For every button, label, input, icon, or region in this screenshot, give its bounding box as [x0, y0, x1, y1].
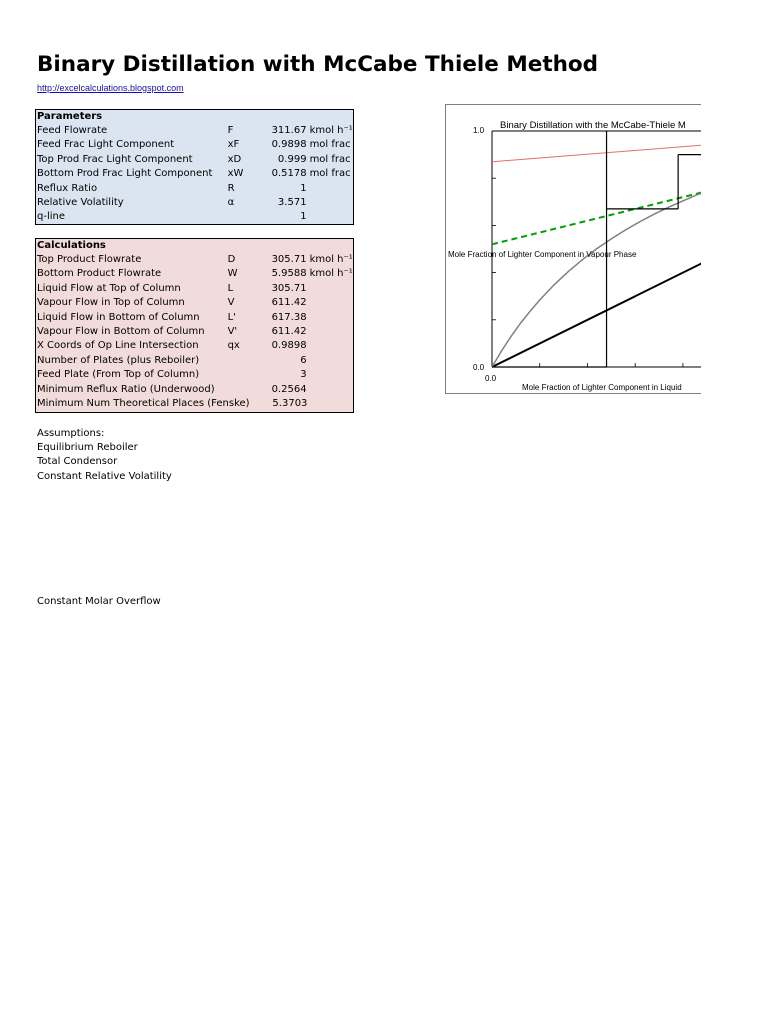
- row-value: 1: [300, 211, 307, 223]
- row-value: 3.571: [277, 196, 307, 208]
- note-line: Assumptions:: [37, 428, 105, 439]
- chart-canvas: [446, 105, 701, 394]
- y-tick-label: 0.0: [473, 363, 485, 372]
- blog-link[interactable]: http://excelcalculations.blogspot.com: [37, 83, 184, 93]
- y-tick-label: 1.0: [473, 126, 485, 135]
- row-label: Minimum Num Theoretical Places (Fenske): [37, 397, 250, 409]
- row-value: 311.67: [271, 125, 307, 136]
- row-label: Vapour Flow in Bottom of Column: [37, 325, 205, 337]
- diagonal-series-line: [492, 263, 701, 367]
- table-row: [36, 153, 353, 167]
- row-value: 5.9588: [271, 268, 307, 280]
- row-symbol: W: [227, 268, 238, 280]
- parameters-table: [36, 124, 353, 225]
- row-unit: [307, 368, 353, 382]
- row-symbol: L: [227, 282, 234, 294]
- table-row: [36, 267, 353, 281]
- row-symbol: qx: [227, 340, 240, 352]
- note-line: Constant Relative Volatility: [37, 470, 172, 482]
- row-symbol: R: [227, 182, 235, 194]
- row-value: 3: [300, 369, 307, 381]
- row-value: 305.71: [271, 254, 307, 265]
- row-value: 611.42: [271, 325, 307, 337]
- row-label: X Coords of Op Line Intersection: [37, 340, 199, 352]
- row-symbol: [228, 354, 262, 368]
- row-unit: kmol h⁻¹: [309, 125, 353, 136]
- table-row: [36, 210, 353, 224]
- note-line: Equilibrium Reboiler: [37, 442, 138, 454]
- row-symbol: D: [227, 254, 236, 265]
- table-row: [36, 282, 353, 296]
- row-symbol: α: [227, 196, 235, 208]
- row-label: Minimum Reflux Ratio (Underwood): [37, 383, 215, 395]
- row-label: Feed Flowrate: [37, 125, 108, 136]
- row-unit: [307, 311, 353, 325]
- table-row: [36, 311, 353, 325]
- row-label: Number of Plates (plus Reboiler): [37, 354, 200, 366]
- row-unit: mol frac: [309, 168, 351, 180]
- row-unit: [307, 196, 353, 210]
- row-label: Feed Frac Light Component: [37, 139, 175, 151]
- row-label: Liquid Flow in Bottom of Column: [37, 311, 200, 323]
- table-row: [36, 383, 353, 397]
- row-symbol: V: [227, 297, 235, 309]
- parameters-panel: [35, 109, 354, 225]
- y-axis-label: Mole Fraction of Lighter Component in Vapour Phase: [448, 250, 637, 259]
- row-label: Reflux Ratio: [37, 182, 98, 194]
- row-value: 6: [300, 354, 307, 366]
- row-symbol: xF: [227, 139, 240, 151]
- table-row: [36, 253, 353, 267]
- row-symbol: xD: [227, 153, 242, 165]
- row-unit: [307, 397, 353, 411]
- row-symbol: L': [227, 311, 236, 323]
- row-value: 611.42: [271, 297, 307, 309]
- row-symbol: V': [227, 325, 238, 337]
- row-unit: kmol h⁻¹: [309, 268, 353, 280]
- row-label: Feed Plate (From Top of Column): [37, 369, 200, 381]
- row-label: Liquid Flow at Top of Column: [37, 282, 181, 294]
- calculations-heading: Calculations: [37, 240, 106, 251]
- page-title: Binary Distillation with McCabe Thiele Method: [37, 52, 599, 77]
- calculations-table: [36, 253, 353, 411]
- parameters-heading: Parameters: [37, 111, 103, 122]
- x-axis-label: Mole Fraction of Lighter Component in Liquid: [522, 383, 682, 392]
- row-label: Top Prod Frac Light Component: [37, 153, 193, 165]
- row-value: 1: [300, 182, 307, 194]
- table-row: [36, 196, 353, 210]
- table-row: [36, 182, 353, 196]
- row-value: 0.2564: [271, 383, 307, 395]
- reference-series-line: [492, 145, 701, 162]
- x-tick-label: 0.0: [485, 374, 497, 383]
- row-unit: [307, 296, 353, 310]
- row-symbol: [230, 397, 263, 411]
- row-unit: [307, 210, 353, 224]
- row-unit: [307, 325, 353, 339]
- note-line: Constant Molar Overflow: [37, 596, 161, 607]
- row-value: 617.38: [271, 311, 307, 323]
- table-row: [36, 397, 353, 411]
- chart-title: Binary Distillation with the McCabe-Thiele M: [500, 120, 686, 131]
- table-row: [36, 368, 353, 382]
- row-unit: mol frac: [309, 153, 351, 165]
- row-symbol: [228, 368, 262, 382]
- row-unit: [307, 383, 353, 397]
- row-unit: [307, 339, 353, 353]
- row-value: 0.9898: [271, 340, 307, 352]
- row-symbol: xW: [227, 168, 244, 180]
- row-label: q-line: [37, 211, 66, 223]
- table-row: [36, 124, 353, 138]
- row-unit: [307, 282, 353, 296]
- row-label: Bottom Prod Frac Light Component: [37, 168, 213, 180]
- row-label: Bottom Product Flowrate: [37, 268, 162, 280]
- row-value: 0.5178: [271, 168, 307, 180]
- row-unit: [307, 182, 353, 196]
- calculations-panel: [35, 238, 354, 413]
- row-label: Vapour Flow in Top of Column: [37, 297, 185, 309]
- table-row: [36, 339, 353, 353]
- operating-series-line: [492, 192, 701, 244]
- row-label: Relative Volatility: [37, 196, 124, 208]
- row-unit: [307, 354, 353, 368]
- table-row: [36, 325, 353, 339]
- row-symbol: [228, 383, 262, 397]
- row-value: 0.9898: [271, 139, 307, 151]
- row-value: 0.999: [277, 153, 307, 165]
- assumptions-notes: [37, 427, 172, 484]
- table-row: [36, 138, 353, 152]
- row-unit: mol frac: [309, 139, 351, 151]
- row-value: 305.71: [271, 282, 307, 294]
- mccabe-thiele-chart: [445, 104, 701, 394]
- table-row: [36, 354, 353, 368]
- table-row: [36, 296, 353, 310]
- row-symbol: [228, 210, 262, 224]
- row-unit: kmol h⁻¹: [309, 254, 353, 265]
- row-symbol: F: [227, 125, 234, 136]
- table-row: [36, 167, 353, 181]
- row-value: 5.3703: [272, 397, 308, 409]
- row-label: Top Product Flowrate: [37, 254, 142, 265]
- note-line: Total Condensor: [37, 456, 118, 468]
